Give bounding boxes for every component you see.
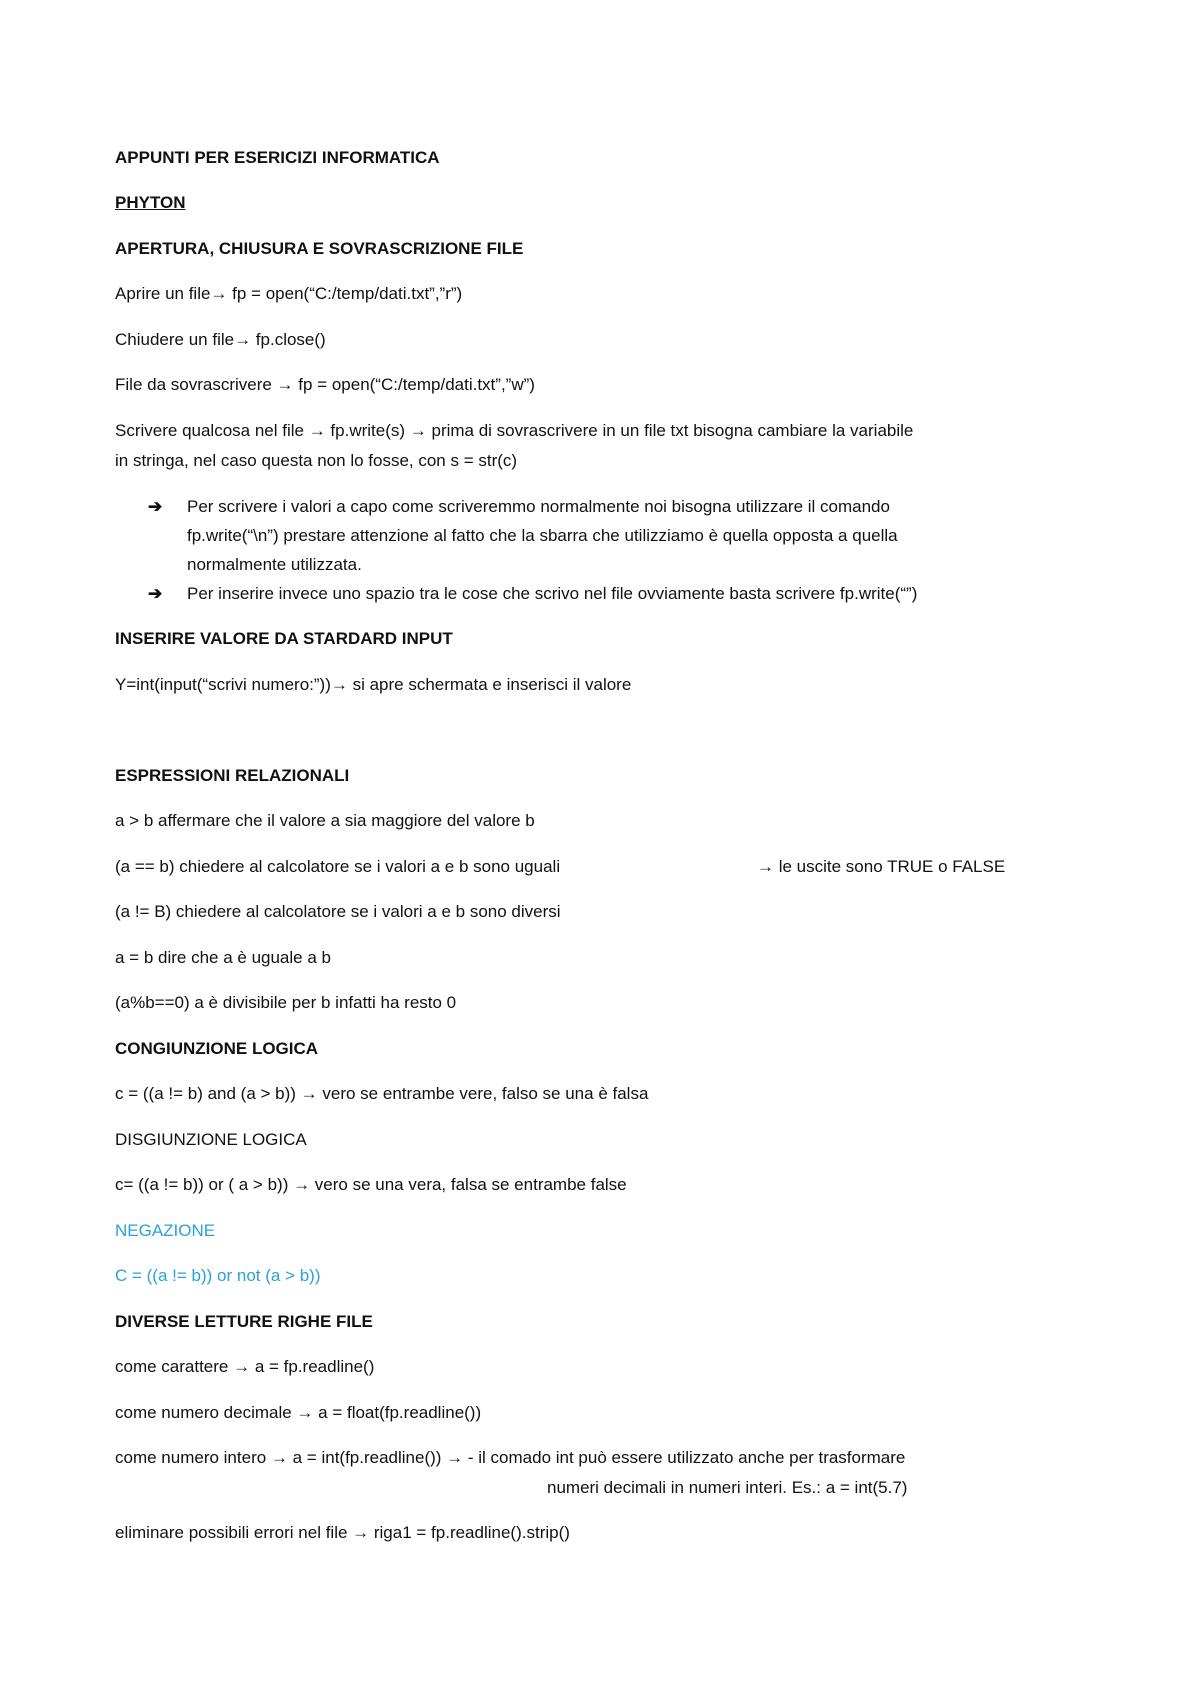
line-not: C = ((a != b)) or not (a > b)): [115, 1266, 321, 1285]
line-overwrite-file: File da sovrascrivere → fp = open(“C:/temp/dati.txt”,”w”): [115, 375, 535, 394]
arrow-bullet-icon: ➔: [148, 584, 163, 603]
line-assign: a = b dire che a è uguale a b: [115, 948, 331, 967]
line-read-int-cont: numeri decimali in numeri interi. Es.: a = int(5.7): [547, 1478, 908, 1497]
bullet-newline-2: fp.write(“\n”) prestare attenzione al fatto che la sbarra che utilizziamo è quella opposta a quella: [187, 526, 898, 545]
line-write-file-cont: in stringa, nel caso questa non lo fosse, con s = str(c): [115, 451, 518, 470]
document-title: APPUNTI PER ESERICIZI INFORMATICA: [115, 148, 440, 167]
line-not-equal: (a != B) chiedere al calcolatore se i valori a e b sono diversi: [115, 902, 561, 921]
section-heading-files: APERTURA, CHIUSURA E SOVRASCRIZIONE FILE: [115, 239, 524, 258]
bullet-space: Per inserire invece uno spazio tra le cose che scrivo nel file ovviamente basta scrivere fp.write(“”): [187, 584, 918, 603]
line-input: Y=int(input(“scrivi numero:”))→ si apre schermata e inserisci il valore: [115, 675, 632, 694]
section-heading-relational: ESPRESSIONI RELAZIONALI: [115, 766, 350, 785]
line-open-file: Aprire un file→ fp = open(“C:/temp/dati.txt”,”r”): [115, 284, 463, 303]
line-and: c = ((a != b) and (a > b)) → vero se entrambe vere, falso se una è falsa: [115, 1084, 649, 1103]
line-read-char: come carattere → a = fp.readline(): [115, 1357, 375, 1376]
line-read-int: come numero intero → a = int(fp.readline()) → - il comado int può essere utilizzato anche per trasformare: [115, 1448, 906, 1467]
line-write-file: Scrivere qualcosa nel file → fp.write(s) → prima di sovrascrivere in un file txt bisogna cambiare la variabile: [115, 421, 914, 440]
section-heading-input: INSERIRE VALORE DA STARDARD INPUT: [115, 629, 453, 648]
line-read-float: come numero decimale → a = float(fp.readline()): [115, 1403, 482, 1422]
line-strip: eliminare possibili errori nel file → riga1 = fp.readline().strip(): [115, 1523, 570, 1542]
section-heading-or: DISGIUNZIONE LOGICA: [115, 1130, 307, 1149]
section-heading-and: CONGIUNZIONE LOGICA: [115, 1039, 319, 1058]
arrow-bullet-icon: ➔: [148, 497, 163, 516]
note-true-false: → le uscite sono TRUE o FALSE: [757, 857, 1006, 876]
section-heading-readlines: DIVERSE LETTURE RIGHE FILE: [115, 1312, 373, 1331]
line-close-file: Chiudere un file→ fp.close(): [115, 330, 326, 349]
line-greater: a > b affermare che il valore a sia maggiore del valore b: [115, 811, 535, 830]
bullet-newline-3: normalmente utilizzata.: [187, 555, 362, 574]
section-heading-not: NEGAZIONE: [115, 1221, 216, 1240]
line-or: c= ((a != b)) or ( a > b)) → vero se una vera, falsa se entrambe false: [115, 1175, 627, 1194]
line-equal-compare: (a == b) chiedere al calcolatore se i valori a e b sono uguali: [115, 857, 561, 876]
document-subtitle: PHYTON: [115, 193, 186, 212]
line-modulo: (a%b==0) a è divisibile per b infatti ha resto 0: [115, 993, 457, 1012]
bullet-newline-1: Per scrivere i valori a capo come scriveremmo normalmente noi bisogna utilizzare il comando: [187, 497, 890, 516]
